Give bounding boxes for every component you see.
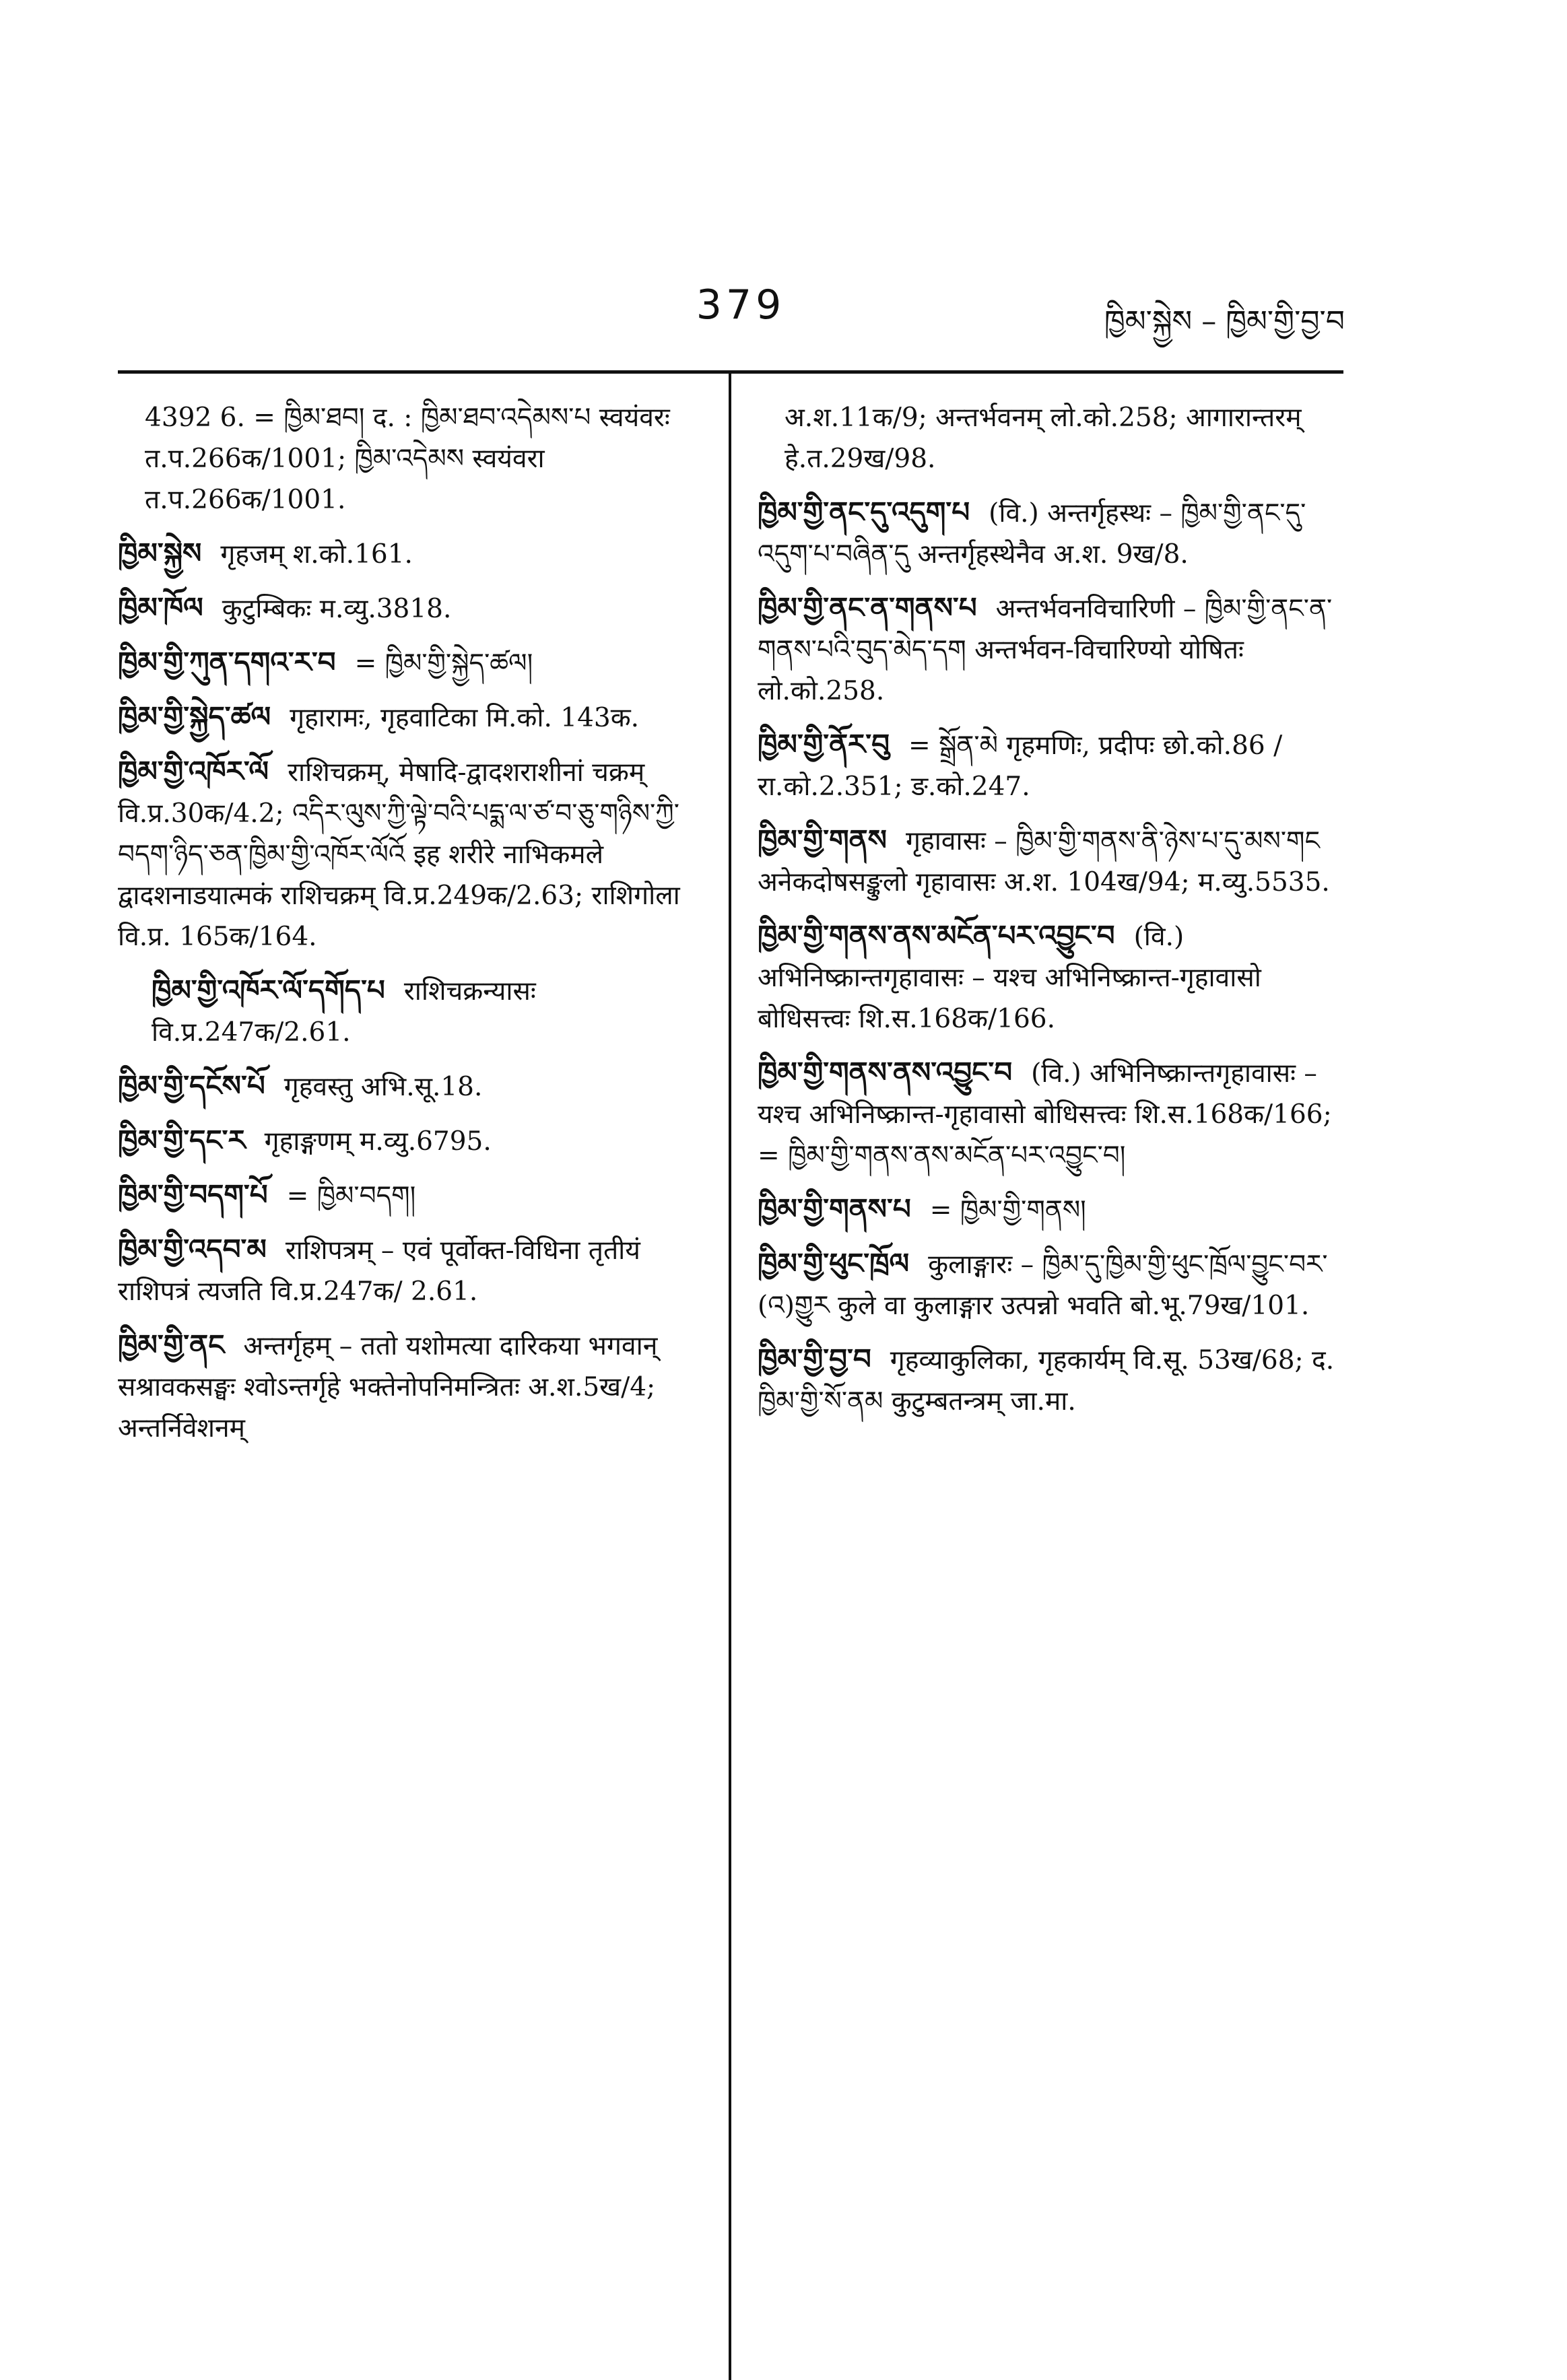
entry-headword: ཁྱིམ་ཁོལ [118,591,203,624]
entry-headword: ཁྱིམ་གྱི་ཀུན་དགའ་ར་བ [118,646,336,679]
entry-headword: ཁྱིམ་གྱི་བདག་པོ [118,1178,268,1211]
entry-headword: ཁྱིམ་གྱི་ནང་ན་གནས་པ [758,591,977,624]
entry-text: (वि.) अभिनिष्क्रान्तगृहावासः – यश्च अभिनिष्क्रान्त-गृहावासो बोधिसत्त्वः शि.स.168क/166. [758,922,1261,1034]
entry-text: = སྒྲོན་མེ गृहमणिः, प्रदीपः छो.को.86 / रा.को.2.351; ङ.को.247. [758,730,1283,802]
dictionary-entry [118,970,697,1053]
entry-text: गृहाङ्गणम् म.व्यु.6795. [264,1126,492,1157]
column-divider [729,374,731,2380]
dictionary-entry [118,751,697,957]
entry-text: गृहारामः, गृहवाटिका मि.को. 143क. [290,703,640,733]
dictionary-entry [118,696,697,739]
dictionary-entry [758,491,1337,575]
entry-headword: ཁྱིམ་གྱི་དངོས་པོ [118,1069,265,1102]
dictionary-entry [758,397,1337,479]
entry-text: गृहजम् श.को.161. [220,539,413,570]
entry-text: राशिचक्रन्यासः वि.प्र.247क/2.61. [152,976,536,1048]
entry-text: अ.श.11क/9; अन्तर्भवनम् लो.को.258; आगारान्तरम् हे.त.29ख/98. [785,403,1302,474]
entry-headword: ཁྱིམ་གྱི་ནང [118,1328,225,1361]
dictionary-entry [758,587,1337,712]
entry-text: गृहव्याकुलिका, गृहकार्यम् वि.सू. 53ख/68; द. ཁྱིམ་གྱི་སོ་ནམ कुटुम्बतन्त्रम् जा.मा. [758,1345,1335,1417]
dictionary-entry [118,533,697,575]
right-column [758,397,1337,1434]
dictionary-entry [758,1338,1337,1422]
entry-headword: ཁྱིམ་གྱི་འཁོར་ལོ [118,755,269,788]
dictionary-entry [118,397,697,520]
entry-text: कुटुम्बिकः म.व्यु.3818. [222,594,452,624]
dictionary-entry [758,1188,1337,1231]
entry-headword: ཁྱིམ་གྱི་སྐྱེད་ཚལ [118,700,271,733]
entry-headword: ཁྱིམ་གྱི་གནས་པ [758,1192,911,1225]
dictionary-entry [118,1065,697,1108]
entry-headword: ཁྱིམ་གྱི་གནས [758,823,888,856]
dictionary-entry [118,587,697,630]
entry-text: = ཁྱིམ་གྱི་གནས། [929,1195,1086,1225]
entry-text: राशिपत्रम् – एवं पूर्वोक्त-विधिना तृतीयं राशिपत्रं त्यजति वि.प्र.247क/ 2.61. [118,1235,640,1307]
entry-headword: ཁྱིམ་གྱི་ཕུང་ཁྲོལ [758,1247,910,1280]
dictionary-entry [118,1174,697,1217]
entry-text: अन्तर्गृहम् – ततो यशोमत्या दारिकया भगवान् सश्रावकसङ्घः श्वोऽन्तर्गृहे भक्तेनोपनिमन्त्रितः अ.श.5ख/4; अन्तर्निवेशनम् [118,1331,658,1443]
dictionary-entry [118,1229,697,1312]
dictionary-entry [758,819,1337,903]
entry-headword: ཁྱིམ་གྱི་དང་ར [118,1124,246,1157]
entry-headword: ཁྱིམ་གྱི་ནང་དུ་འདུག་པ [758,496,970,529]
entry-text: गृहावासः – ཁྱིམ་གྱི་གནས་ནི་ཉེས་པ་དུ་མས་གང अनेकदोषसङ्कुलो गृहावासः अ.श. 104ख/94; म.व्यु.5535. [758,826,1330,897]
entry-headword: ཁྱིམ་གྱི་འཁོར་ལོ་དགོད་པ [152,974,385,1007]
dictionary-entry [118,1324,697,1449]
entry-headword: ཁྱིམ་གྱི་གནས་ནས་འབྱུང་བ [758,1056,1013,1089]
entry-text: (वि.) अन्तर्गृहस्थः – ཁྱིམ་གྱི་ནང་དུ་འདུག་པ་བཞིན་དུ अन्तर्गृहस्थेनैव अ.श. 9ख/8. [758,498,1306,570]
page-number: 379 [696,281,786,329]
entry-text: 4392 6. = ཁྱིམ་ཐབ། द. : ཁྱིམ་ཐབ་འདེམས་པ स्वयंवरः त.प.266क/1001; ཁྱིམ་འདེམས स्वयंवरा त.प.266क/1001. [145,403,670,515]
entry-headword: ཁྱིམ་སྐྱེས [118,537,202,570]
dictionary-entry [758,724,1337,807]
entry-headword: ཁྱིམ་གྱི་ནོར་བུ [758,728,890,761]
entry-text: = ཁྱིམ་བདག། [286,1181,416,1211]
running-head: ཁྱིམ་སྐྱེས – ཁྱིམ་གྱི་བྱ་བ [1104,304,1345,339]
entry-headword: ཁྱིམ་གྱི་བྱ་བ [758,1342,871,1375]
entry-text: = ཁྱིམ་གྱི་སྐྱེད་ཚལ། [354,648,533,679]
dictionary-entry [758,1243,1337,1326]
dictionary-entry [118,642,697,684]
entry-headword: ཁྱིམ་གྱི་གནས་ནས་མངོན་པར་འབྱུང་བ [758,919,1115,952]
dictionary-entry [118,1120,697,1162]
entry-text: (वि.) अभिनिष्क्रान्तगृहावासः – यश्च अभिनिष्क्रान्त-गृहावासो बोधिसत्त्वः शि.स.168क/166; = ཁྱིམ་གྱི་གནས་ནས་མངོན་པར་འབྱུང་བ། [758,1058,1332,1171]
dictionary-entry [758,1052,1337,1176]
entry-text: कुलाङ्गारः – ཁྱིམ་དུ་ཁྱིམ་གྱི་ཕུང་ཁྲོལ་བྱུང་བར་(འ)གྱུར कुले वा कुलाङ्गार उत्पन्नो भवति बो.भू.79ख/101. [758,1250,1328,1321]
entry-text: अन्तर्भवनविचारिणी – ཁྱིམ་གྱི་ནང་ན་གནས་པའི་བུད་མེད་དག अन्तर्भवन-विचारिण्यो योषितः लो.को.258. [758,594,1333,706]
left-column [118,397,697,1461]
entry-text: राशिचक्रम्, मेषादि-द्वादशराशीनां चक्रम् वि.प्र.30क/4.2; འདིར་ལུས་ཀྱི་ལྟེ་བའི་པདྨ་ལ་ཙ་བ་ཅུ་གཉིས་ཀྱི་བདག་ཉིད་ཅན་ཁྱིམ་གྱི་འཁོར་ལོའོ इह शरीरे नाभिकमले द्वादशनाडयात्मकं राशिचक्रम् वि.प्र.249क/2.63; राशिगोला वि.प्र. 165क/164. [118,757,680,952]
entry-text: गृहवस्तु अभि.सू.18. [284,1072,483,1102]
dictionary-entry [758,915,1337,1040]
entry-headword: ཁྱིམ་གྱི་འདབ་མ [118,1233,267,1266]
